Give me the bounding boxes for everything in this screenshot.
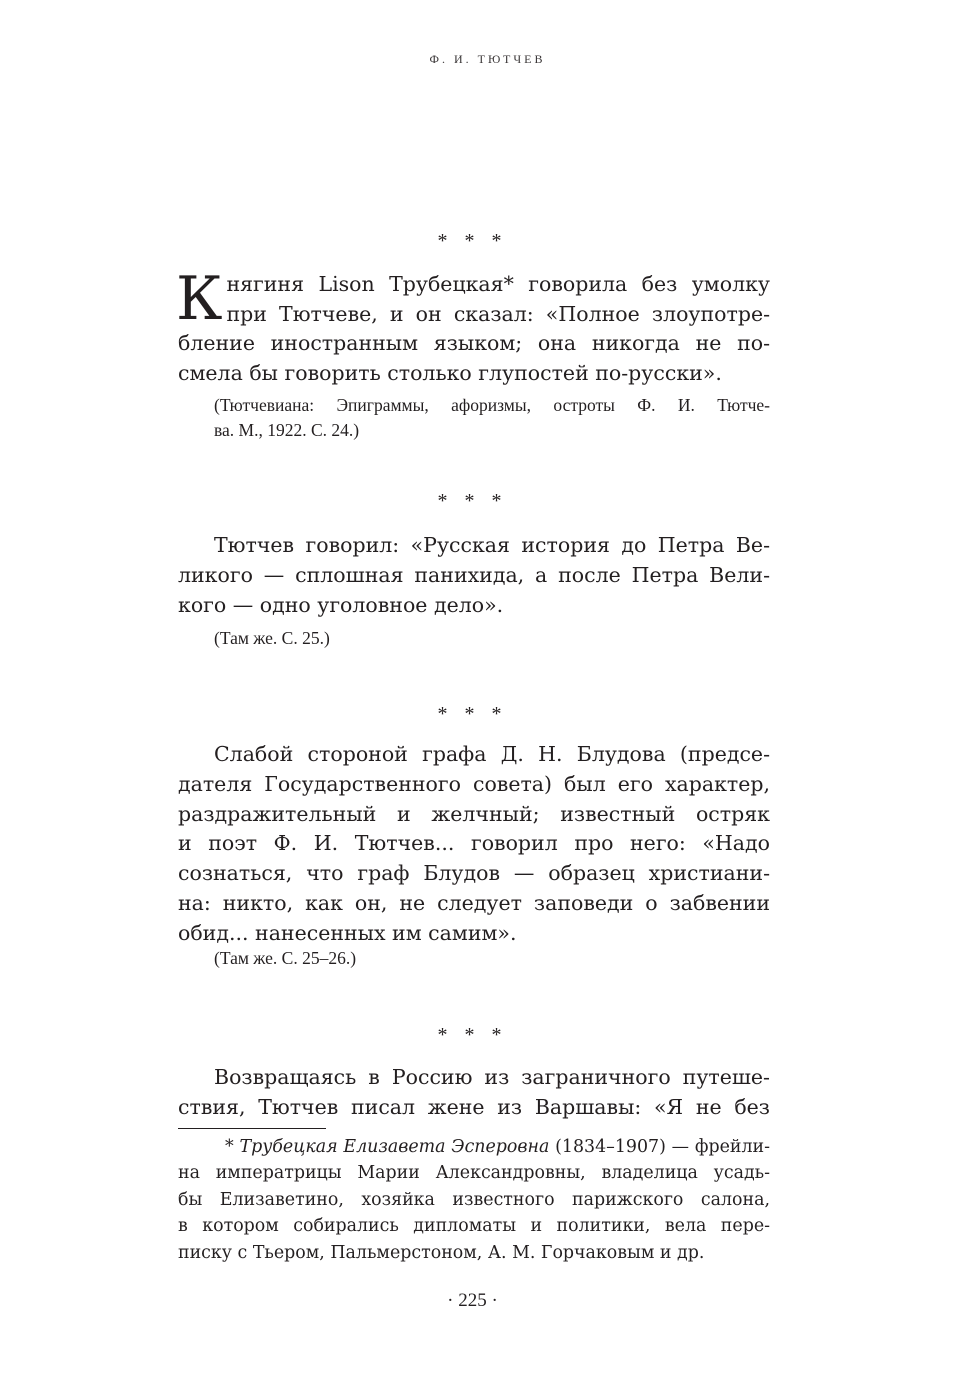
text-line: дателя Государственного совета) был его характер, <box>178 772 770 796</box>
text-line: Возвращаясь в Россию из заграничного путеше- <box>214 1065 770 1089</box>
entry-2-text-cont <box>178 561 770 620</box>
drop-cap: К <box>176 264 223 334</box>
entry-2-source <box>214 626 770 651</box>
source-line: ва. М., 1922. С. 24.) <box>214 420 360 440</box>
footnote-line: бы Елизаветино, хозяйка известного парижского салона, <box>178 1189 770 1210</box>
text-line: обид... нанесенных им самим». <box>178 920 517 945</box>
entry-4-text <box>178 1063 770 1093</box>
page-number: · 225 · <box>447 1290 498 1311</box>
running-head: Ф. И. ТЮТЧЕВ <box>429 52 546 66</box>
section-separator: * * * <box>437 490 508 512</box>
source-line: (Там же. С. 25–26.) <box>214 948 357 968</box>
text-line: Тютчев говорил: «Русская история до Петра Ве- <box>214 533 770 557</box>
entry-1-text <box>176 264 770 389</box>
footnote-person-name: Трубецкая Елизавета Эсперовна <box>239 1137 550 1157</box>
text-line: кого — одно уголовное дело». <box>178 592 504 617</box>
text-line: бление иностранным языком; она никогда не по- <box>178 331 770 356</box>
footnote-dates: (1834–1907) — фрейли- <box>549 1137 770 1157</box>
text-line: ствия, Тютчев писал жене из Варшавы: «Я не без <box>178 1095 770 1119</box>
text-line: на: никто, как он, не следует заповеди о забвении <box>178 890 770 915</box>
footnote-marker: * <box>225 1137 240 1157</box>
footnote-line: писку с Тьером, Пальмерстоном, А. М. Горчаковым и др. <box>178 1242 705 1263</box>
section-separator: * * * <box>437 230 508 252</box>
entry-1-source <box>214 393 770 443</box>
source-line: (Там же. С. 25.) <box>214 628 330 648</box>
entry-4-text-cont <box>178 1093 770 1123</box>
text-line: раздражительный и желчный; известный остряк <box>178 801 770 826</box>
footnote-rule <box>178 1128 326 1129</box>
entry-3-source <box>214 946 770 971</box>
entry-2-text <box>178 531 770 561</box>
footnote-line <box>178 1134 770 1160</box>
text-line: и поэт Ф. И. Тютчев... говорил про него: «Надо <box>178 831 770 856</box>
footnote <box>178 1134 770 1266</box>
footnote-line: на императрицы Марии Александровны, владелица усадь- <box>178 1163 770 1184</box>
footnote-line: в котором собирались дипломаты и политики, вела пере- <box>178 1216 770 1237</box>
section-separator: * * * <box>437 1024 508 1046</box>
source-line: (Тютчевиана: Эпиграммы, афоризмы, остроты Ф. И. Тютче- <box>214 395 770 415</box>
entry-3-text <box>178 740 770 770</box>
text-line: сознаться, что граф Блудов — образец христиани- <box>178 861 770 886</box>
text-line: Слабой стороной графа Д. Н. Блудова (предсе- <box>214 742 770 766</box>
text-line: нягиня Lison Трубецкая* говорила без умолку <box>226 272 770 296</box>
text-line: смела бы говорить столько глупостей по-русски». <box>178 361 722 386</box>
text-line: при Тютчеве, и он сказал: «Полное злоупотре- <box>226 301 770 326</box>
section-separator: * * * <box>437 703 508 725</box>
entry-3-text-cont <box>178 770 770 948</box>
text-line: ликого — сплошная панихида, а после Петра Вели- <box>178 563 770 587</box>
